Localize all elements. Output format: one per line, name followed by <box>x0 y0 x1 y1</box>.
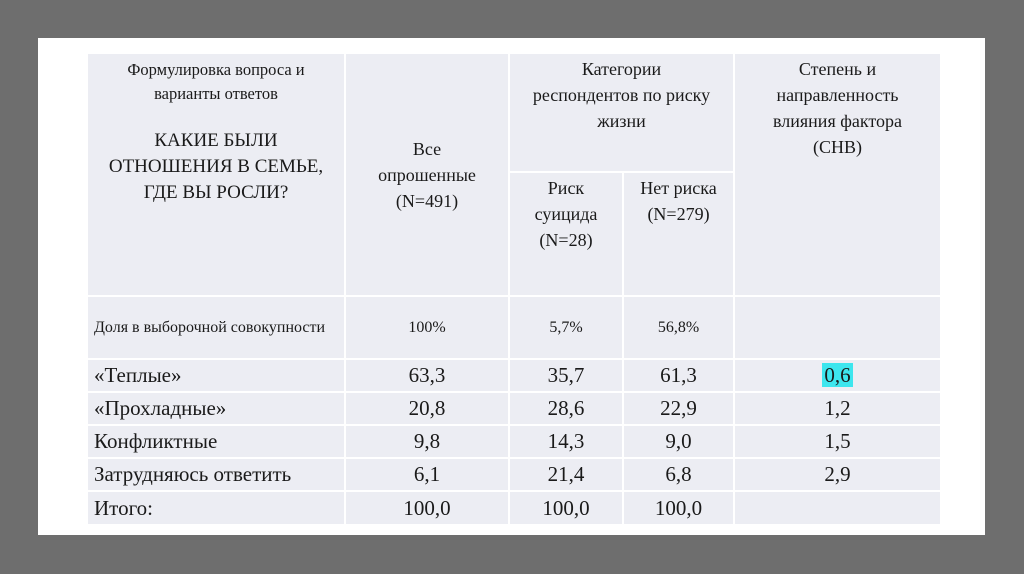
value-risk: 100,0 <box>509 491 623 525</box>
value-no-risk: 61,3 <box>623 359 734 392</box>
survey-table <box>86 52 942 526</box>
value-risk: 14,3 <box>509 425 623 458</box>
value-risk: 35,7 <box>509 359 623 392</box>
value-all: 6,1 <box>345 458 509 491</box>
influence-header <box>734 53 941 296</box>
risk-header <box>509 172 623 296</box>
value-risk: 28,6 <box>509 392 623 425</box>
value-all: 9,8 <box>345 425 509 458</box>
row-label: Конфликтные <box>87 425 345 458</box>
value-snv: 1,5 <box>734 425 941 458</box>
categories-label: Категории респондентов по риску жизни <box>532 59 711 131</box>
row-label: «Прохладные» <box>87 392 345 425</box>
question-header-cell <box>87 53 345 296</box>
question-text: КАКИЕ БЫЛИ ОТНОШЕНИЯ В СЕМЬЕ, ГДЕ ВЫ РОСЛИ? <box>108 130 324 203</box>
all-respondents-label: Все опрошенные (N=491) <box>378 138 476 211</box>
value-no-risk: 100,0 <box>623 491 734 525</box>
slide <box>38 38 985 535</box>
value-snv <box>734 491 941 525</box>
influence-label: Степень и направленность влияния фактора (СНВ) <box>773 59 902 157</box>
value-snv: 2,9 <box>734 458 941 491</box>
table-row <box>87 425 941 458</box>
value-snv: 1,2 <box>734 392 941 425</box>
all-respondents-header <box>345 53 509 296</box>
value-no-risk: 6,8 <box>623 458 734 491</box>
share-snv <box>734 296 941 359</box>
value-no-risk: 9,0 <box>623 425 734 458</box>
value-all: 63,3 <box>345 359 509 392</box>
row-label: Итого: <box>87 491 345 525</box>
value-all: 20,8 <box>345 392 509 425</box>
question-title: Формулировка вопроса и варианты ответов <box>127 60 305 103</box>
value-snv <box>734 359 941 392</box>
table-row <box>87 359 941 392</box>
value-risk: 21,4 <box>509 458 623 491</box>
categories-header <box>509 53 734 172</box>
table-row <box>87 458 941 491</box>
highlighted-snv-value: 0,6 <box>824 363 851 387</box>
value-no-risk: 22,9 <box>623 392 734 425</box>
share-no-risk: 56,8% <box>623 296 734 359</box>
no-risk-label: Нет риска (N=279) <box>640 178 717 224</box>
share-row <box>87 296 941 359</box>
share-label: Доля в выборочной совокупности <box>87 296 345 359</box>
table-row <box>87 392 941 425</box>
no-risk-header <box>623 172 734 296</box>
total-row <box>87 491 941 525</box>
row-label: Затрудняюсь ответить <box>87 458 345 491</box>
value-all: 100,0 <box>345 491 509 525</box>
share-risk: 5,7% <box>509 296 623 359</box>
row-label: «Теплые» <box>87 359 345 392</box>
risk-label: Риск суицида (N=28) <box>534 178 598 250</box>
share-all: 100% <box>345 296 509 359</box>
